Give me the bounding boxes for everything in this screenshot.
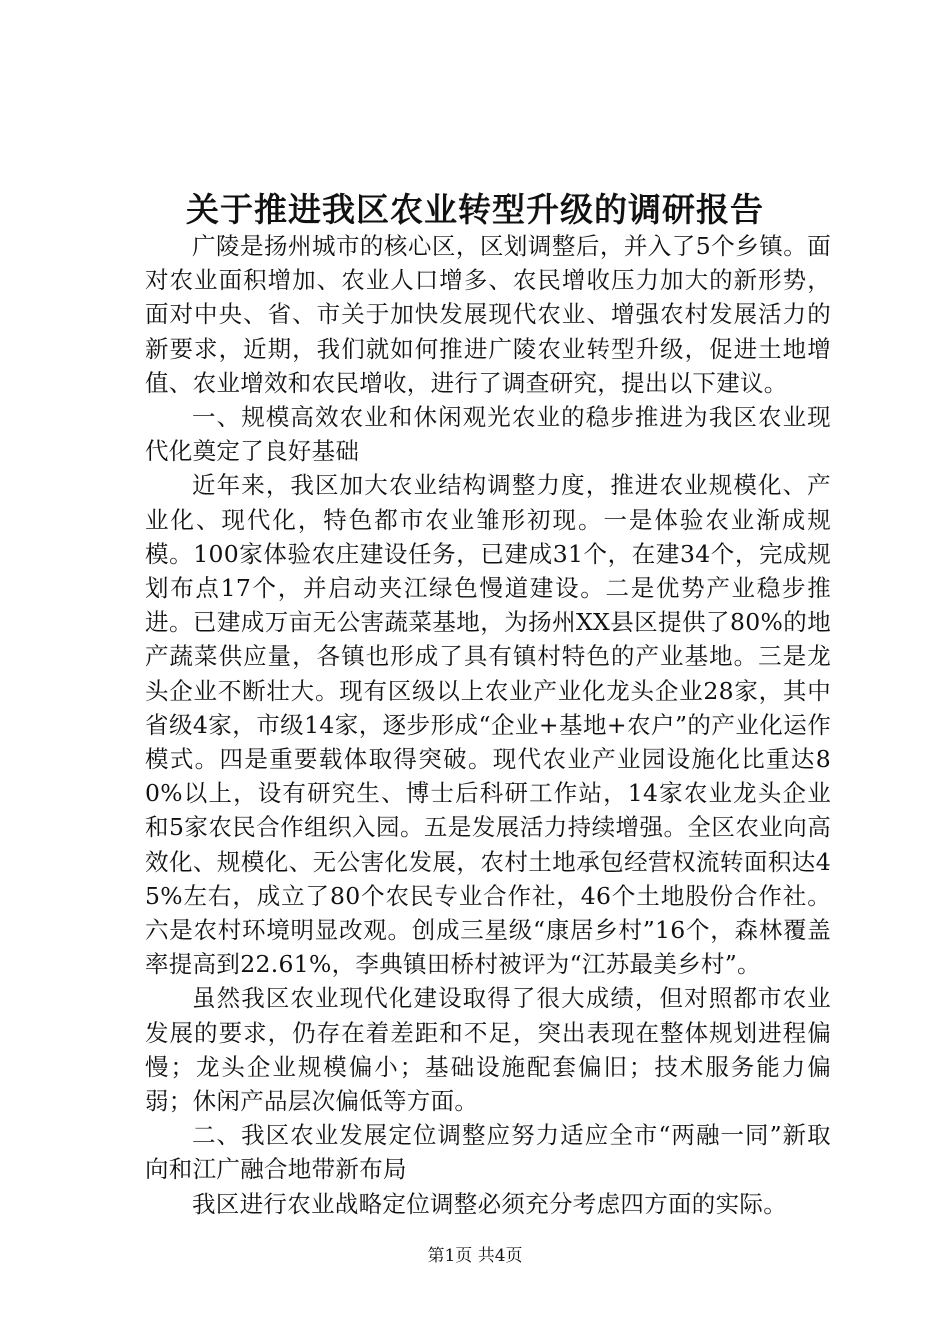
paragraph-positioning: 我区进行农业战略定位调整必须充分考虑四方面的实际。 (192, 1189, 787, 1218)
document-body (145, 229, 831, 1221)
paragraph-shortcomings: 虽然我区农业现代化建设取得了很大成绩，但对照都市农业发展的要求，仍存在着差距和不足，突出表现在整体规划进程偏慢；龙头企业规模偏小；基础设施配套偏旧；技术服务能力偏弱；休闲产品层次偏低等方面。 (145, 984, 831, 1116)
page-number-footer: 第1页 共4页 (427, 1246, 523, 1266)
paragraph-achievements: 近年来，我区加大农业结构调整力度，推进农业规模化、产业化、现代化，特色都市农业雏形初现。一是体验农业渐成规模。100家体验农庄建设任务，已建成31个，在建34个，完成规划布点17个，并启动夹江绿色慢道建设。二是优势产业稳步推进。已建成万亩无公害蔬菜基地，为扬州XX县区提供了80%的地产蔬菜供应量，各镇也形成了具有镇村特色的产业基地。三是龙头企业不断壮大。现有区级以上农业产业化龙头企业28家，其中省级4家，市级14家，逐步形成“企业+基地+农户”的产业化运作模式。四是重要载体取得突破。现代农业产业园设施化比重达80%以上，设有研究生、博士后科研工作站，14家农业龙头企业和5家农民合作组织入园。五是发展活力持续增强。全区农业向高效化、规模化、无公害化发展，农村土地承包经营权流转面积达45%左右，成立了80个农民专业合作社，46个土地股份合作社。六是农村环境明显改观。创成三星级“康居乡村”16个，森林覆盖率提高到22.61%，李典镇田桥村被评为“江苏最美乡村”。 (145, 471, 831, 979)
document-title: 关于推进我区农业转型升级的调研报告 (186, 190, 764, 229)
paragraph-intro: 广陵是扬州城市的核心区，区划调整后，并入了5个乡镇。面对农业面积增加、农业人口增多、农民增收压力加大的新形势，面对中央、省、市关于加快发展现代农业、增强农村发展活力的新要求，近期，我们就如何推进广陵农业转型升级，促进土地增值、农业增效和农民增收，进行了调查研究，提出以下建议。 (145, 232, 831, 397)
section-heading-2: 二、我区农业发展定位调整应努力适应全市“两融一同”新取向和江广融合地带新布局 (145, 1121, 831, 1184)
section-heading-1: 一、规模高效农业和休闲观光农业的稳步推进为我区农业现代化奠定了良好基础 (145, 403, 831, 466)
